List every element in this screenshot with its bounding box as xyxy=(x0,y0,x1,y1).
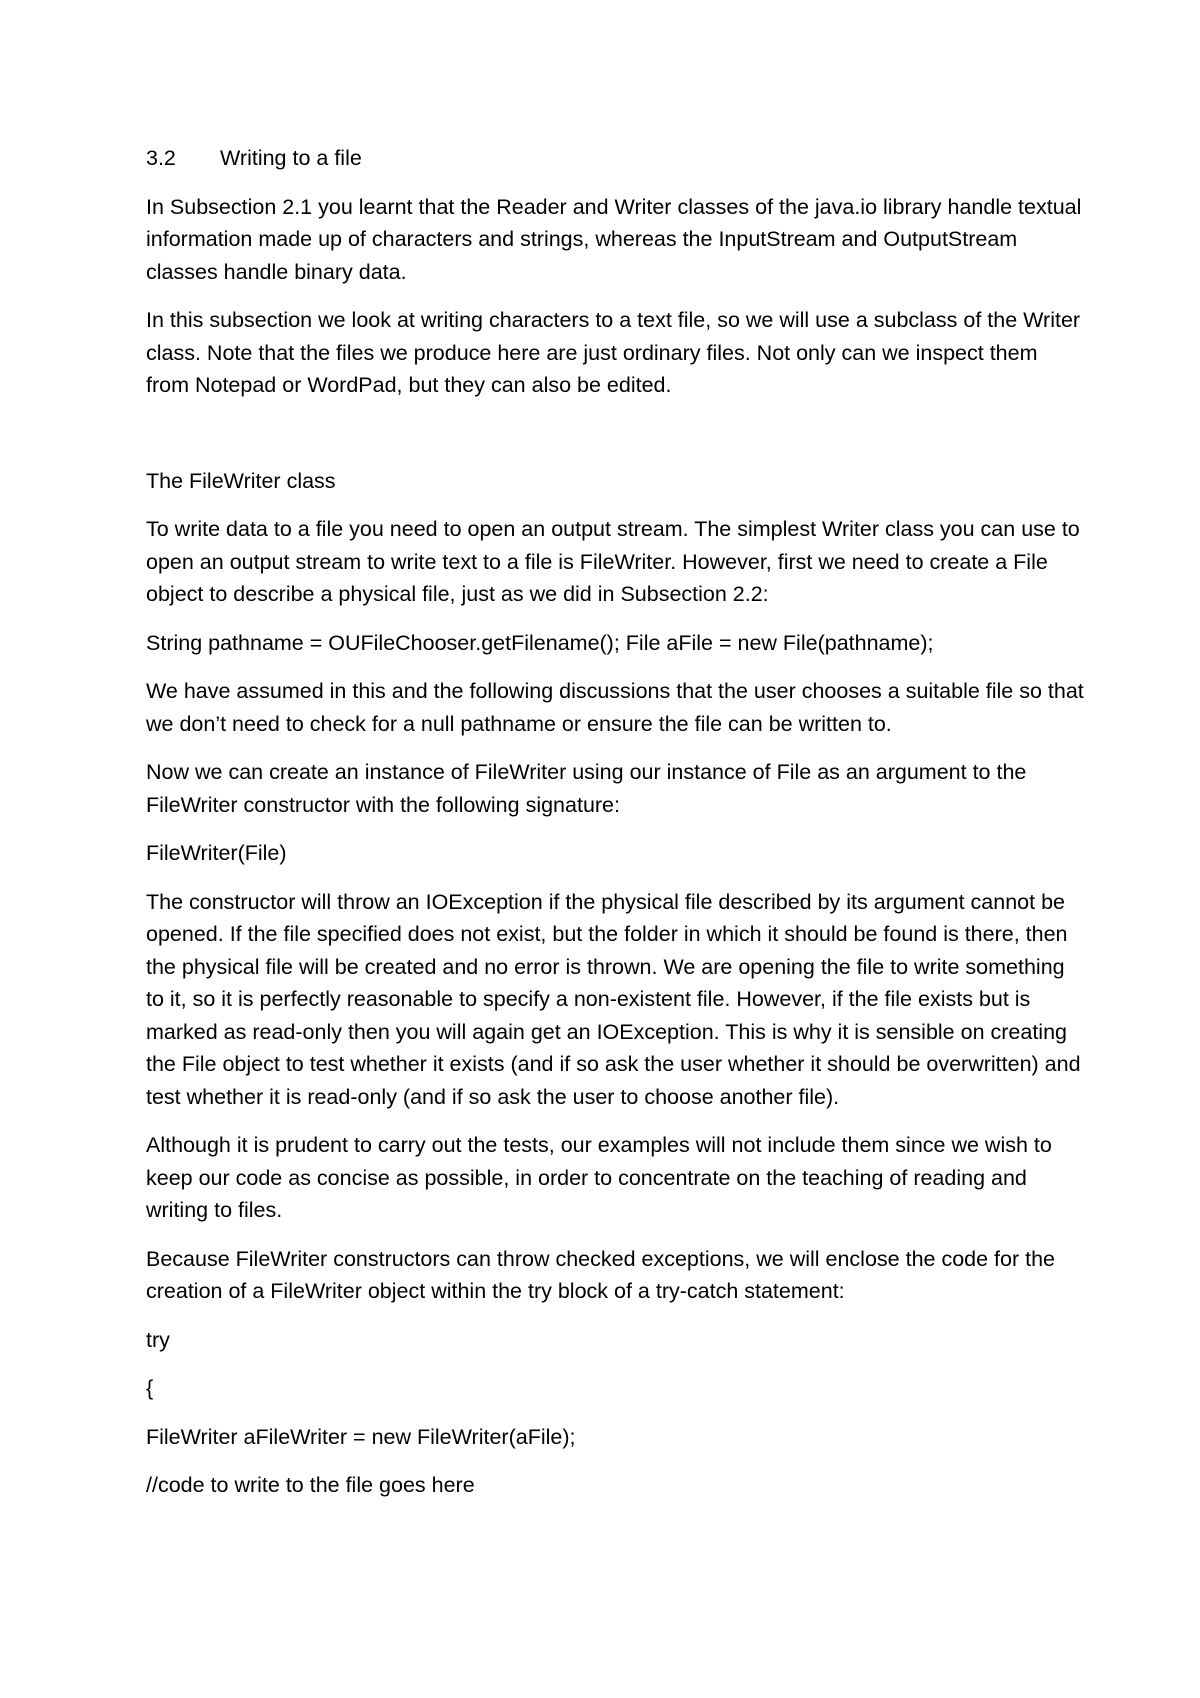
intro-paragraph: In this subsection we look at writing characters to a text file, so we will use a subclass of the Writer class. Note that the files we produce here are just ordinary files. Not only can we inspect them from Notepad or WordPad, but they can also be edited. xyxy=(146,308,1081,397)
code-line: FileWriter aFileWriter = new FileWriter(aFile); xyxy=(146,1424,576,1449)
code-line: try xyxy=(146,1327,170,1352)
body-paragraph: The constructor will throw an IOException if the physical file described by its argument cannot be opened. If the file specified does not exist, but the folder in which it should be found is there, then the physical file will be created and no error is thrown. We are opening the file to write something to it, so it is perfectly reasonable to specify a non-existent file. However, if the file exists but is marked as read-only then you will again get an IOException. This is why it is sensible on creating the File object to test whether it exists (and if so ask the user whether it should be overwritten) and test whether it is read-only (and if so ask the user to choose another file). xyxy=(146,889,1081,1109)
section-number: 3.2 xyxy=(146,146,176,170)
code-statement: String pathname = OUFileChooser.getFilename(); File aFile = new File(pathname); xyxy=(146,630,934,655)
section-heading xyxy=(146,142,1086,175)
code-line: //code to write to the file goes here xyxy=(146,1473,475,1497)
body-paragraph: We have assumed in this and the following discussions that the user chooses a suitable file so that we don’t need to check for a null pathname or ensure the file can be written to. xyxy=(146,679,1084,736)
intro-paragraph: In Subsection 2.1 you learnt that the Reader and Writer classes of the java.io library handle textual information made up of characters and strings, whereas the InputStream and OutputStream classes handle binary data. xyxy=(146,194,1082,284)
constructor-signature: FileWriter(File) xyxy=(146,841,287,865)
subsection-title: The FileWriter class xyxy=(146,468,336,493)
body-paragraph: To write data to a file you need to open an output stream. The simplest Writer class you can use to open an output stream to write text to a file is FileWriter. However, first we need to create a File object to describe a physical file, just as we did in Subsection 2.2: xyxy=(146,517,1080,606)
body-paragraph: Because FileWriter constructors can throw checked exceptions, we will enclose the code for the creation of a FileWriter object within the try block of a try-catch statement: xyxy=(146,1246,1056,1303)
body-paragraph: Although it is prudent to carry out the tests, our examples will not include them since we wish to keep our code as concise as possible, in order to concentrate on the teaching of reading and writing to files. xyxy=(146,1133,1052,1222)
section-title: Writing to a file xyxy=(220,146,362,170)
body-paragraph: Now we can create an instance of FileWriter using our instance of File as an argument to the FileWriter constructor with the following signature: xyxy=(146,760,1027,817)
document-body xyxy=(146,142,1086,1518)
code-line: { xyxy=(146,1376,154,1400)
